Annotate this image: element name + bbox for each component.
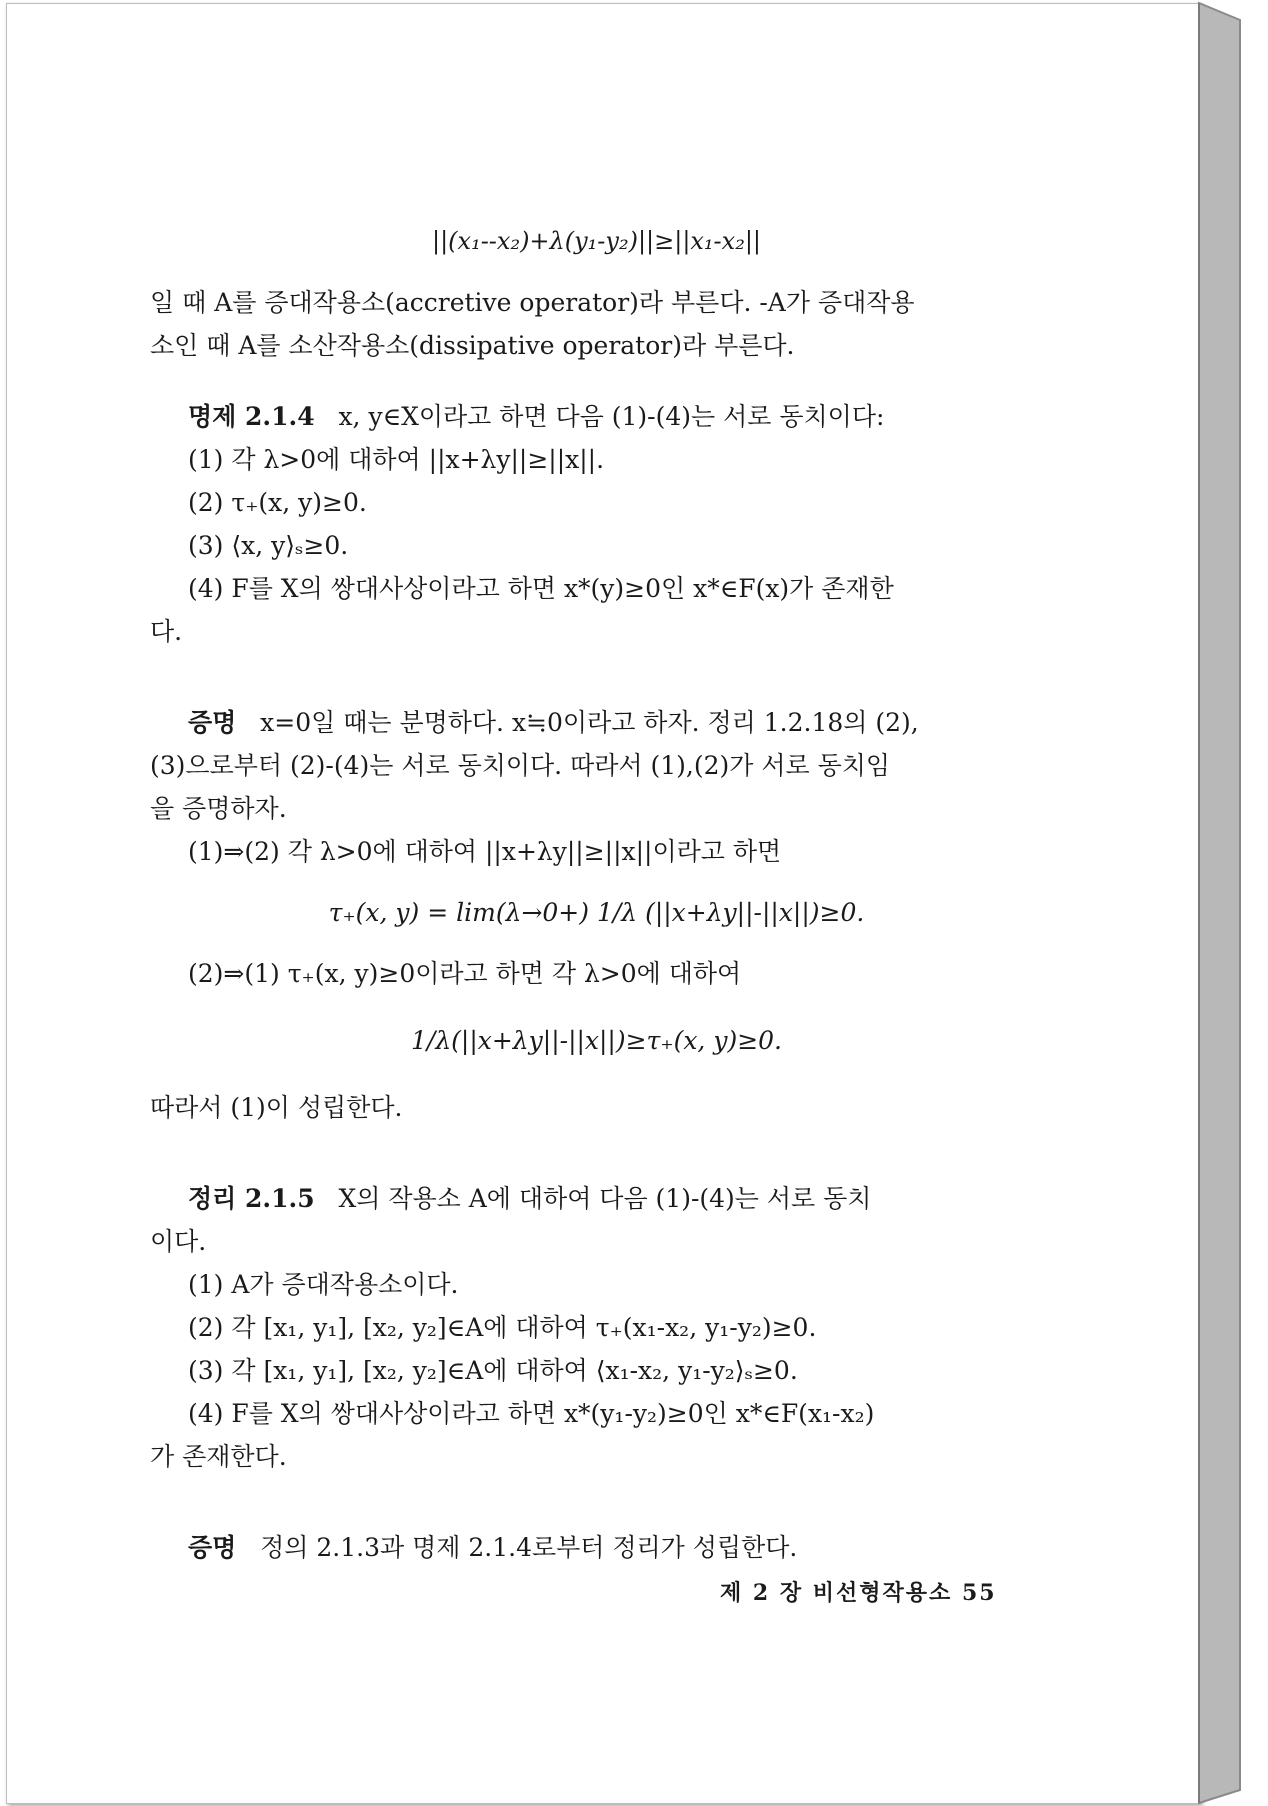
theorem-heading: 정리 2.1.5 bbox=[188, 1184, 315, 1213]
proposition-item-2: (2) τ₊(x, y)≥0. bbox=[188, 488, 367, 517]
proof-2-heading: 증명 bbox=[188, 1533, 237, 1562]
equation-top: ||(x₁--x₂)+λ(y₁-y₂)||≥||x₁-x₂|| bbox=[432, 227, 761, 255]
theorem-item-1: (1) A가 증대작용소이다. bbox=[188, 1270, 459, 1299]
theorem-statement-line-1: X의 작용소 A에 대하여 다음 (1)-(4)는 서로 동치 bbox=[338, 1184, 872, 1213]
proposition-item-4: (4) F를 X의 쌍대사상이라고 하면 x*(y)≥0인 x*∈F(x)가 존재한 bbox=[188, 574, 894, 603]
theorem-statement-line-2: 이다. bbox=[150, 1227, 207, 1256]
proof-step-1: (1)⇒(2) 각 λ>0에 대하여 ||x+λy||≥||x||이라고 하면 bbox=[188, 837, 782, 866]
proof-heading: 증명 bbox=[188, 708, 237, 737]
proof-step-2: (2)⇒(1) τ₊(x, y)≥0이라고 하면 각 λ>0에 대하여 bbox=[188, 959, 742, 988]
equation-limit: τ₊(x, y) = lim(λ→0+) 1/λ (||x+λy||-||x||)≥0. bbox=[328, 898, 865, 927]
theorem-item-2: (2) 각 [x₁, y₁], [x₂, y₂]∈A에 대하여 τ₊(x₁-x₂, y₁-y₂)≥0. bbox=[188, 1313, 817, 1342]
proposition-heading: 명제 2.1.4 bbox=[188, 402, 315, 431]
theorem-item-4: (4) F를 X의 쌍대사상이라고 하면 x*(y₁-y₂)≥0인 x*∈F(x₁-x₂) bbox=[188, 1399, 875, 1428]
proof-line-2: (3)으로부터 (2)-(4)는 서로 동치이다. 따라서 (1),(2)가 서로 동치임 bbox=[150, 751, 891, 780]
page-content bbox=[150, 220, 1043, 1569]
equation-fraction: 1/λ(||x+λy||-||x||)≥τ₊(x, y)≥0. bbox=[410, 1026, 783, 1055]
definition-line-1: 일 때 A를 증대작용소(accretive operator)라 부른다. -A가 증대작용 bbox=[150, 288, 915, 317]
proof-2-text: 정의 2.1.3과 명제 2.1.4로부터 정리가 성립한다. bbox=[260, 1533, 798, 1562]
proposition-statement: x, y∈X이라고 하면 다음 (1)-(4)는 서로 동치이다: bbox=[338, 402, 885, 431]
theorem bbox=[150, 1177, 1043, 1220]
theorem-item-4-cont: 가 존재한다. bbox=[150, 1442, 287, 1471]
definition-line-2: 소인 때 A를 소산작용소(dissipative operator)라 부른다. bbox=[150, 331, 795, 360]
proposition-item-3: (3) ⟨x, y⟩ₛ≥0. bbox=[188, 531, 349, 560]
proof-line-3: 을 증명하자. bbox=[150, 794, 287, 823]
proof-conclusion: 따라서 (1)이 성립한다. bbox=[150, 1093, 403, 1122]
proof-2 bbox=[150, 1526, 1043, 1569]
proof-line-1: x=0일 때는 분명하다. x≒0이라고 하자. 정리 1.2.18의 (2), bbox=[260, 708, 919, 737]
theorem-item-3: (3) 각 [x₁, y₁], [x₂, y₂]∈A에 대하여 ⟨x₁-x₂, y₁-y₂⟩ₛ≥0. bbox=[188, 1356, 798, 1385]
proof-paragraph bbox=[150, 701, 1043, 744]
proposition-item-1: (1) 각 λ>0에 대하여 ||x+λy||≥||x||. bbox=[188, 445, 605, 474]
proposition bbox=[150, 395, 1043, 438]
page-footer: 제 2 장 비선형작용소 55 bbox=[720, 1580, 997, 1606]
proposition-item-4-cont: 다. bbox=[150, 617, 183, 646]
